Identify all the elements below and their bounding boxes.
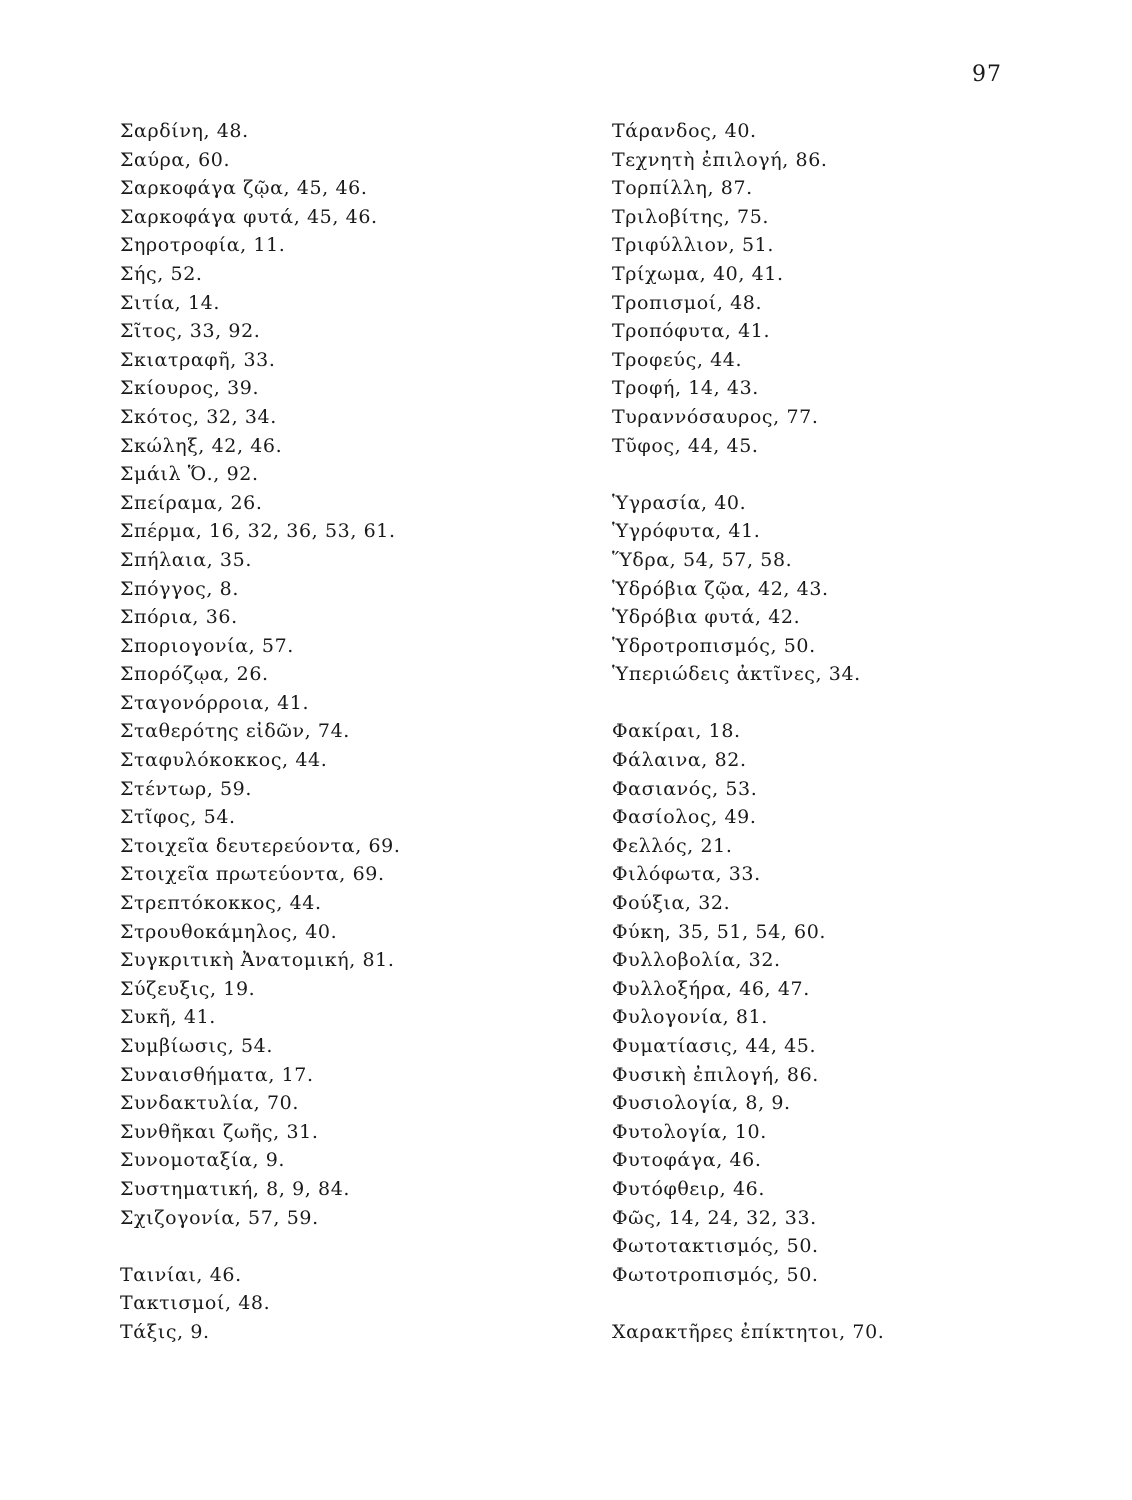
index-entry: Σπόρια, 36. — [120, 606, 238, 629]
index-column-right — [612, 117, 1092, 1347]
index-entry: Ὑδροτροπισμός, 50. — [612, 634, 816, 657]
index-entry: Σαρδίνη, 48. — [120, 120, 249, 142]
index-entry: Φυτόφθειρ, 46. — [612, 1177, 765, 1200]
index-entry: Σκότος, 32, 34. — [120, 405, 277, 428]
index-entry: Φυματίασις, 44, 45. — [612, 1035, 817, 1057]
page-number: 97 — [972, 62, 1002, 87]
index-entry: Συναισθήματα, 17. — [120, 1063, 314, 1086]
index-entry: Σής, 52. — [120, 262, 203, 285]
index-entry: Φῶς, 14, 24, 32, 33. — [612, 1206, 817, 1229]
index-entry: Στοιχεῖα δευτερεύοντα, 69. — [120, 834, 401, 857]
index-entry: Φυτολογία, 10. — [612, 1120, 767, 1143]
index-entry: Σχιζογονία, 57, 59. — [120, 1206, 319, 1229]
index-entry: Σποριογονία, 57. — [120, 634, 294, 657]
index-entry: Χαρακτῆρες ἐπίκτητοι, 70. — [612, 1320, 885, 1343]
index-entry: Φυλλοξήρα, 46, 47. — [612, 977, 810, 1000]
index-entry: Στρουθοκάμηλος, 40. — [120, 920, 338, 943]
index-entry: Ὕδρα, 54, 57, 58. — [612, 548, 793, 571]
index-entry: Σπήλαια, 35. — [120, 548, 252, 571]
index-entry: Φούξια, 32. — [612, 892, 731, 915]
index-entry: Τάξις, 9. — [120, 1320, 210, 1343]
index-entry: Σηροτροφία, 11. — [120, 234, 286, 257]
index-entry: Ταινίαι, 46. — [120, 1263, 242, 1286]
index-entry: Φασίολος, 49. — [612, 806, 757, 829]
index-entry: Συνδακτυλία, 70. — [120, 1092, 299, 1115]
index-entry: Φιλόφωτα, 33. — [612, 863, 761, 886]
index-entry: Στῖφος, 54. — [120, 806, 236, 829]
index-entry: Σαρκοφάγα φυτά, 45, 46. — [120, 205, 378, 228]
index-entry: Ὑγρασία, 40. — [612, 491, 747, 514]
index-entry: Στέντωρ, 59. — [120, 777, 253, 800]
index-entry: Φωτοτροπισμός, 50. — [612, 1263, 819, 1286]
index-entry: Τορπίλλη, 87. — [612, 177, 753, 200]
index-entry: Τεχνητὴ ἐπιλογή, 86. — [612, 148, 828, 171]
index-entry: Φελλός, 21. — [612, 834, 733, 857]
index-entry: Σταθερότης εἰδῶν, 74. — [120, 720, 350, 743]
index-entry: Σῖτος, 33, 92. — [120, 320, 261, 343]
index-entry: Τριλοβίτης, 75. — [612, 205, 770, 228]
index-entry: Φυλλοβολία, 32. — [612, 949, 781, 972]
index-entry: Φασιανός, 53. — [612, 777, 758, 800]
index-entry: Τροπισμοί, 48. — [612, 291, 763, 314]
index-entry: Σιτία, 14. — [120, 291, 220, 314]
index-entry: Ὑδρόβια φυτά, 42. — [612, 606, 801, 629]
index-entry: Τροπόφυτα, 41. — [612, 320, 771, 343]
index-entry: Σαύρα, 60. — [120, 148, 231, 171]
index-column-left — [120, 117, 590, 1347]
index-entry: Συγκριτικὴ Ἀνατομική, 81. — [120, 949, 395, 972]
index-entry: Σμάιλ Ὅ., 92. — [120, 463, 259, 486]
index-entry: Ὑγρόφυτα, 41. — [612, 520, 761, 543]
index-entry: Τυραννόσαυρος, 77. — [612, 405, 819, 428]
index-entry: Συνομοταξία, 9. — [120, 1149, 286, 1172]
index-entry: Συστηματική, 8, 9, 84. — [120, 1177, 351, 1200]
index-entry: Συκῆ, 41. — [120, 1006, 216, 1029]
index-entry: Φυλογονία, 81. — [612, 1006, 768, 1029]
index-entry: Τριφύλλιον, 51. — [612, 234, 774, 257]
index-entry: Φύκη, 35, 51, 54, 60. — [612, 920, 827, 943]
index-entry: Φυτοφάγα, 46. — [612, 1149, 762, 1172]
index-entry: Σκιατραφῆ, 33. — [120, 348, 276, 371]
index-entry: Σταγονόρροια, 41. — [120, 691, 310, 714]
index-entry: Ὑδρόβια ζῷα, 42, 43. — [612, 577, 829, 600]
index-entry: Τάρανδος, 40. — [612, 120, 757, 142]
index-entry: Τρίχωμα, 40, 41. — [612, 262, 784, 285]
index-entry: Φυσιολογία, 8, 9. — [612, 1092, 791, 1115]
index-entry: Σπόγγος, 8. — [120, 577, 239, 600]
index-entry: Τροφή, 14, 43. — [612, 377, 759, 400]
index-entry: Συμβίωσις, 54. — [120, 1035, 274, 1057]
index-entry: Τροφεύς, 44. — [612, 348, 743, 371]
index-entry: Τῦφος, 44, 45. — [612, 434, 759, 457]
index-entry: Φυσικὴ ἐπιλογή, 86. — [612, 1063, 819, 1086]
index-entry: Φάλαινα, 82. — [612, 749, 747, 772]
index-entry: Τακτισμοί, 48. — [120, 1292, 271, 1315]
index-entry: Ὑπεριώδεις ἀκτῖνες, 34. — [612, 663, 861, 686]
index-entry: Σαρκοφάγα ζῷα, 45, 46. — [120, 177, 368, 200]
index-entry: Σπορόζῳα, 26. — [120, 663, 269, 686]
index-entry: Σκίουρος, 39. — [120, 377, 260, 400]
index-entry: Σταφυλόκοκκος, 44. — [120, 749, 328, 772]
index-entry: Σπέρμα, 16, 32, 36, 53, 61. — [120, 520, 396, 543]
index-entry: Φακίραι, 18. — [612, 720, 741, 743]
index-entry: Σύζευξις, 19. — [120, 977, 256, 1000]
index-entry: Σπείραμα, 26. — [120, 491, 263, 514]
index-entry: Συνθῆκαι ζωῆς, 31. — [120, 1120, 319, 1143]
index-entry: Στρεπτόκοκκος, 44. — [120, 892, 322, 915]
index-entry: Σκώληξ, 42, 46. — [120, 434, 283, 457]
index-entry: Στοιχεῖα πρωτεύοντα, 69. — [120, 863, 385, 886]
index-entry: Φωτοτακτισμός, 50. — [612, 1235, 819, 1258]
